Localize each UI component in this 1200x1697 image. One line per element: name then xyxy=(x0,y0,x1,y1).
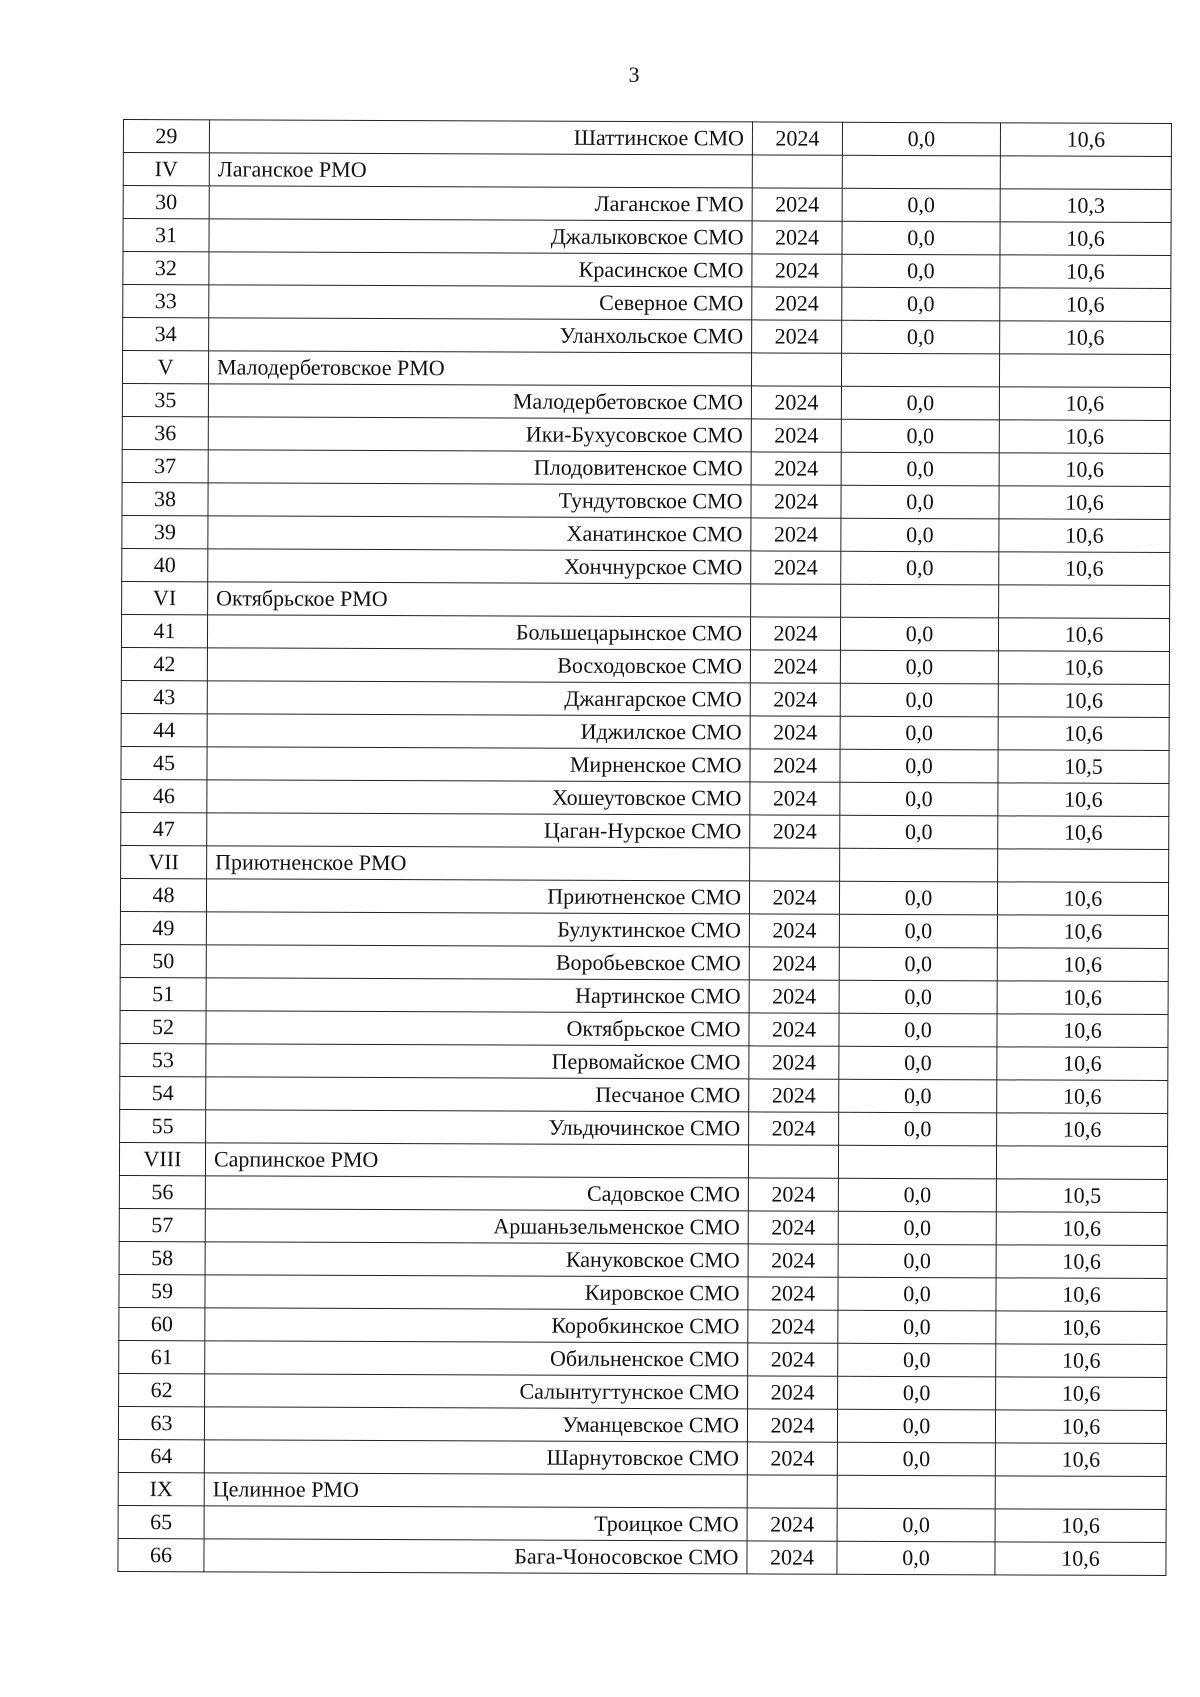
row-number: 57 xyxy=(119,1208,205,1241)
value-2-cell: 10,6 xyxy=(996,1377,1167,1411)
row-number: 41 xyxy=(121,614,207,647)
year-cell: 2024 xyxy=(750,782,840,815)
year-cell: 2024 xyxy=(750,716,840,749)
municipality-name: Бага-Чоносовское СМО xyxy=(204,1539,747,1574)
row-number: 60 xyxy=(119,1307,205,1340)
year-cell: 2024 xyxy=(750,815,840,848)
municipality-name: Малодербетовское СМО xyxy=(208,384,751,419)
value-1-cell: 0,0 xyxy=(841,518,999,552)
table-row xyxy=(120,1043,1168,1080)
value-1-cell: 0,0 xyxy=(841,386,999,420)
year-cell: 2024 xyxy=(750,749,840,782)
table-row xyxy=(120,1076,1168,1113)
value-1-cell: 0,0 xyxy=(842,287,1000,321)
value-2-cell: 10,6 xyxy=(999,420,1170,454)
year-cell: 2024 xyxy=(751,386,841,419)
value-1-cell: 0,0 xyxy=(838,1376,996,1410)
row-number: 39 xyxy=(122,515,208,548)
row-number: 29 xyxy=(123,120,209,153)
row-number: 47 xyxy=(121,812,207,845)
value-2-cell xyxy=(996,1146,1167,1180)
value-1-cell: 0,0 xyxy=(839,1112,997,1146)
year-cell: 2024 xyxy=(748,1343,838,1376)
row-number: 35 xyxy=(122,383,208,416)
value-2-cell: 10,6 xyxy=(1000,321,1171,355)
municipality-name: Плодовитенское СМО xyxy=(208,450,751,485)
table-row xyxy=(120,878,1168,915)
year-cell: 2024 xyxy=(752,122,842,155)
row-number: 58 xyxy=(119,1241,205,1274)
table-row xyxy=(119,1241,1167,1278)
value-2-cell: 10,6 xyxy=(997,915,1168,949)
value-1-cell: 0,0 xyxy=(841,419,999,453)
municipality-name: Уманцевское СМО xyxy=(204,1407,747,1442)
municipality-name: Иджилское СМО xyxy=(207,714,750,749)
value-1-cell: 0,0 xyxy=(840,782,998,816)
year-cell: 2024 xyxy=(749,1079,839,1112)
section-row xyxy=(122,581,1170,618)
value-2-cell: 10,6 xyxy=(995,1443,1166,1477)
row-number: V xyxy=(122,351,208,384)
table-row xyxy=(123,318,1171,355)
value-2-cell: 10,6 xyxy=(999,453,1170,487)
value-1-cell xyxy=(841,353,999,387)
value-2-cell: 10,6 xyxy=(998,816,1169,850)
year-cell: 2024 xyxy=(748,1376,838,1409)
value-2-cell: 10,6 xyxy=(999,552,1170,586)
row-number: 54 xyxy=(120,1076,206,1109)
row-number: 59 xyxy=(119,1274,205,1307)
section-title: Приютненское РМО xyxy=(207,846,750,881)
municipality-name: Северное СМО xyxy=(209,285,752,320)
value-2-cell xyxy=(999,585,1170,619)
year-cell xyxy=(751,353,841,386)
table-row xyxy=(121,614,1169,651)
row-number: 52 xyxy=(120,1010,206,1043)
table-row xyxy=(118,1406,1166,1443)
value-2-cell: 10,6 xyxy=(995,1542,1166,1576)
table-row xyxy=(121,713,1169,750)
row-number: 64 xyxy=(118,1439,204,1472)
value-1-cell: 0,0 xyxy=(837,1541,995,1575)
value-2-cell: 10,6 xyxy=(1000,222,1171,256)
value-1-cell: 0,0 xyxy=(839,1046,997,1080)
table-row xyxy=(118,1505,1166,1542)
value-1-cell xyxy=(838,1145,996,1179)
year-cell: 2024 xyxy=(748,1178,838,1211)
row-number: 32 xyxy=(123,252,209,285)
municipality-name: Октябрьское СМО xyxy=(206,1011,749,1046)
row-number: 31 xyxy=(123,219,209,252)
value-1-cell: 0,0 xyxy=(838,1310,996,1344)
municipality-name: Шарнутовское СМО xyxy=(204,1440,747,1475)
page-number: 3 xyxy=(628,62,640,87)
value-2-cell: 10,6 xyxy=(999,519,1170,553)
year-cell: 2024 xyxy=(752,221,842,254)
value-2-cell: 10,6 xyxy=(998,717,1169,751)
value-1-cell: 0,0 xyxy=(842,122,1000,156)
table-row xyxy=(119,1274,1167,1311)
value-1-cell: 0,0 xyxy=(841,551,999,585)
year-cell: 2024 xyxy=(749,947,839,980)
value-2-cell: 10,6 xyxy=(995,1509,1166,1543)
municipality-name: Ульдючинское СМО xyxy=(206,1110,749,1145)
table-row xyxy=(123,252,1171,289)
value-2-cell: 10,6 xyxy=(996,1245,1167,1279)
section-title: Октябрьское РМО xyxy=(208,582,751,617)
table-row xyxy=(123,120,1171,157)
year-cell: 2024 xyxy=(748,1211,838,1244)
municipality-name: Садовское СМО xyxy=(205,1176,748,1211)
value-2-cell: 10,5 xyxy=(996,1179,1167,1213)
value-1-cell: 0,0 xyxy=(842,320,1000,354)
value-1-cell: 0,0 xyxy=(840,716,998,750)
value-1-cell: 0,0 xyxy=(842,188,1000,222)
section-row xyxy=(123,153,1171,190)
municipality-name: Троицкое СМО xyxy=(204,1506,747,1541)
row-number: VI xyxy=(122,581,208,614)
year-cell: 2024 xyxy=(749,1013,839,1046)
value-2-cell: 10,6 xyxy=(1000,288,1171,322)
row-number: 37 xyxy=(122,449,208,482)
table-row xyxy=(121,680,1169,717)
value-2-cell: 10,3 xyxy=(1000,189,1171,223)
value-1-cell: 0,0 xyxy=(839,914,997,948)
row-number: VIII xyxy=(119,1142,205,1175)
value-2-cell: 10,5 xyxy=(998,750,1169,784)
table-row xyxy=(122,515,1170,552)
value-1-cell: 0,0 xyxy=(839,1079,997,1113)
municipality-name: Нартинское СМО xyxy=(206,978,749,1013)
year-cell xyxy=(751,584,841,617)
year-cell: 2024 xyxy=(752,188,842,221)
table-row xyxy=(119,1175,1167,1212)
row-number: 65 xyxy=(118,1505,204,1538)
value-1-cell: 0,0 xyxy=(837,1508,995,1542)
year-cell: 2024 xyxy=(752,287,842,320)
value-2-cell: 10,6 xyxy=(997,1014,1168,1048)
municipality-name: Лаганское ГМО xyxy=(209,186,752,221)
year-cell: 2024 xyxy=(749,1112,839,1145)
table-row xyxy=(122,449,1170,486)
table-row xyxy=(118,1439,1166,1476)
year-cell: 2024 xyxy=(751,518,841,551)
value-2-cell: 10,6 xyxy=(997,1080,1168,1114)
year-cell xyxy=(747,1475,837,1508)
value-1-cell: 0,0 xyxy=(839,881,997,915)
row-number: 61 xyxy=(119,1340,205,1373)
value-1-cell: 0,0 xyxy=(840,815,998,849)
value-2-cell: 10,6 xyxy=(998,783,1169,817)
value-1-cell: 0,0 xyxy=(839,1013,997,1047)
value-1-cell: 0,0 xyxy=(838,1178,996,1212)
row-number: 45 xyxy=(121,746,207,779)
table-row xyxy=(119,1307,1167,1344)
value-2-cell: 10,6 xyxy=(997,1113,1168,1147)
year-cell: 2024 xyxy=(749,1046,839,1079)
municipality-name: Ханатинское СМО xyxy=(208,516,751,551)
year-cell: 2024 xyxy=(749,980,839,1013)
municipal-table xyxy=(117,119,1172,1576)
municipality-name: Булуктинское СМО xyxy=(206,912,749,947)
municipality-name: Восходовское СМО xyxy=(207,648,750,683)
value-2-cell: 10,6 xyxy=(998,618,1169,652)
year-cell: 2024 xyxy=(751,419,841,452)
table-row xyxy=(120,977,1168,1014)
row-number: 44 xyxy=(121,713,207,746)
year-cell: 2024 xyxy=(751,551,841,584)
value-1-cell: 0,0 xyxy=(842,254,1000,288)
municipality-name: Обильненское СМО xyxy=(205,1341,748,1376)
value-2-cell: 10,6 xyxy=(996,1344,1167,1378)
section-row xyxy=(122,351,1170,388)
table-row xyxy=(123,285,1171,322)
value-2-cell: 10,6 xyxy=(998,651,1169,685)
row-number: 49 xyxy=(120,911,206,944)
municipality-name: Тундутовское СМО xyxy=(208,483,751,518)
value-1-cell: 0,0 xyxy=(838,1244,996,1278)
section-title: Сарпинское РМО xyxy=(205,1143,748,1178)
year-cell: 2024 xyxy=(748,1277,838,1310)
value-1-cell: 0,0 xyxy=(840,617,998,651)
year-cell: 2024 xyxy=(751,452,841,485)
row-number: 38 xyxy=(122,482,208,515)
value-2-cell xyxy=(999,354,1170,388)
table-row xyxy=(122,383,1170,420)
section-title: Целинное РМО xyxy=(204,1473,747,1508)
year-cell: 2024 xyxy=(752,320,842,353)
value-1-cell: 0,0 xyxy=(837,1409,995,1443)
table-row xyxy=(121,812,1169,849)
section-title: Лаганское РМО xyxy=(209,153,752,188)
row-number: 36 xyxy=(122,416,208,449)
section-row xyxy=(119,1142,1167,1179)
value-1-cell xyxy=(837,1475,995,1509)
year-cell: 2024 xyxy=(747,1409,837,1442)
value-2-cell: 10,6 xyxy=(999,486,1170,520)
municipality-name: Хончнурское СМО xyxy=(208,549,751,584)
row-number: 51 xyxy=(120,977,206,1010)
municipality-name: Цаган-Нурское СМО xyxy=(207,813,750,848)
table-row xyxy=(122,416,1170,453)
municipality-name: Джангарское СМО xyxy=(207,681,750,716)
table-row xyxy=(118,1538,1166,1575)
year-cell: 2024 xyxy=(750,683,840,716)
year-cell: 2024 xyxy=(750,617,840,650)
value-2-cell: 10,6 xyxy=(995,1410,1166,1444)
value-2-cell: 10,6 xyxy=(997,1047,1168,1081)
section-row xyxy=(118,1472,1166,1509)
value-1-cell: 0,0 xyxy=(838,1277,996,1311)
row-number: 34 xyxy=(123,318,209,351)
row-number: 66 xyxy=(118,1538,204,1571)
row-number: IV xyxy=(123,153,209,186)
value-1-cell: 0,0 xyxy=(840,650,998,684)
value-1-cell: 0,0 xyxy=(840,683,998,717)
year-cell: 2024 xyxy=(749,881,839,914)
value-1-cell xyxy=(841,584,999,618)
municipality-name: Шаттинское СМО xyxy=(209,120,752,155)
row-number: 56 xyxy=(119,1175,205,1208)
year-cell: 2024 xyxy=(750,650,840,683)
row-number: IX xyxy=(118,1472,204,1505)
year-cell: 2024 xyxy=(747,1442,837,1475)
municipality-name: Аршаньзельменское СМО xyxy=(205,1209,748,1244)
value-2-cell: 10,6 xyxy=(997,981,1168,1015)
table-row xyxy=(119,1340,1167,1377)
value-2-cell: 10,6 xyxy=(996,1212,1167,1246)
year-cell: 2024 xyxy=(748,1244,838,1277)
value-2-cell: 10,6 xyxy=(999,387,1170,421)
municipality-name: Мирненское СМО xyxy=(207,747,750,782)
row-number: 42 xyxy=(121,647,207,680)
value-2-cell: 10,6 xyxy=(996,1311,1167,1345)
row-number: 62 xyxy=(119,1373,205,1406)
table-row xyxy=(120,1109,1168,1146)
table-row xyxy=(122,482,1170,519)
row-number: 53 xyxy=(120,1043,206,1076)
table-row xyxy=(122,548,1170,585)
section-row xyxy=(121,845,1169,882)
value-1-cell: 0,0 xyxy=(839,980,997,1014)
value-1-cell: 0,0 xyxy=(838,1343,996,1377)
value-1-cell: 0,0 xyxy=(840,749,998,783)
value-2-cell: 10,6 xyxy=(1000,255,1171,289)
value-2-cell xyxy=(995,1476,1166,1510)
municipality-name: Коробкинское СМО xyxy=(205,1308,748,1343)
year-cell: 2024 xyxy=(751,485,841,518)
row-number: 63 xyxy=(118,1406,204,1439)
year-cell xyxy=(748,1145,838,1178)
municipality-name: Уланхольское СМО xyxy=(209,318,752,353)
value-2-cell: 10,6 xyxy=(998,684,1169,718)
table-row xyxy=(119,1208,1167,1245)
value-1-cell: 0,0 xyxy=(842,221,1000,255)
section-title: Малодербетовское РМО xyxy=(208,351,751,386)
value-2-cell: 10,6 xyxy=(996,1278,1167,1312)
municipality-name: Ики-Бухусовское СМО xyxy=(208,417,751,452)
value-1-cell xyxy=(840,848,998,882)
year-cell: 2024 xyxy=(749,914,839,947)
municipality-name: Хошеутовское СМО xyxy=(207,780,750,815)
value-1-cell: 0,0 xyxy=(838,1211,996,1245)
year-cell xyxy=(750,848,840,881)
table-row xyxy=(119,1373,1167,1410)
municipality-name: Красинское СМО xyxy=(209,252,752,287)
table-row xyxy=(121,647,1169,684)
value-2-cell xyxy=(998,849,1169,883)
municipality-name: Джалыковское СМО xyxy=(209,219,752,254)
value-2-cell: 10,6 xyxy=(997,882,1168,916)
year-cell: 2024 xyxy=(747,1541,837,1574)
row-number: 50 xyxy=(120,944,206,977)
municipality-name: Большецарынское СМО xyxy=(207,615,750,650)
municipality-name: Кануковское СМО xyxy=(205,1242,748,1277)
value-2-cell: 10,6 xyxy=(997,948,1168,982)
municipality-name: Приютненское СМО xyxy=(206,879,749,914)
table-row xyxy=(121,746,1169,783)
row-number: 48 xyxy=(120,878,206,911)
municipality-name: Кировское СМО xyxy=(205,1275,748,1310)
municipality-name: Песчаное СМО xyxy=(206,1077,749,1112)
municipality-name: Первомайское СМО xyxy=(206,1044,749,1079)
value-1-cell: 0,0 xyxy=(839,947,997,981)
table-row xyxy=(120,944,1168,981)
value-2-cell: 10,6 xyxy=(1000,123,1171,157)
municipality-name: Воробьевское СМО xyxy=(206,945,749,980)
row-number: 33 xyxy=(123,285,209,318)
row-number: 40 xyxy=(122,548,208,581)
table-row xyxy=(123,186,1171,223)
table-body xyxy=(118,120,1172,1576)
row-number: 55 xyxy=(120,1109,206,1142)
row-number: VII xyxy=(121,845,207,878)
table-row xyxy=(120,911,1168,948)
table-row xyxy=(121,779,1169,816)
municipality-name: Салынтугтунское СМО xyxy=(205,1374,748,1409)
table-row xyxy=(120,1010,1168,1047)
value-1-cell: 0,0 xyxy=(837,1442,995,1476)
row-number: 46 xyxy=(121,779,207,812)
value-1-cell: 0,0 xyxy=(841,485,999,519)
year-cell: 2024 xyxy=(748,1310,838,1343)
value-2-cell xyxy=(1000,156,1171,190)
year-cell xyxy=(752,155,842,188)
row-number: 43 xyxy=(121,680,207,713)
value-1-cell: 0,0 xyxy=(841,452,999,486)
year-cell: 2024 xyxy=(747,1508,837,1541)
row-number: 30 xyxy=(123,186,209,219)
year-cell: 2024 xyxy=(752,254,842,287)
value-1-cell xyxy=(842,155,1000,189)
table-row xyxy=(123,219,1171,256)
